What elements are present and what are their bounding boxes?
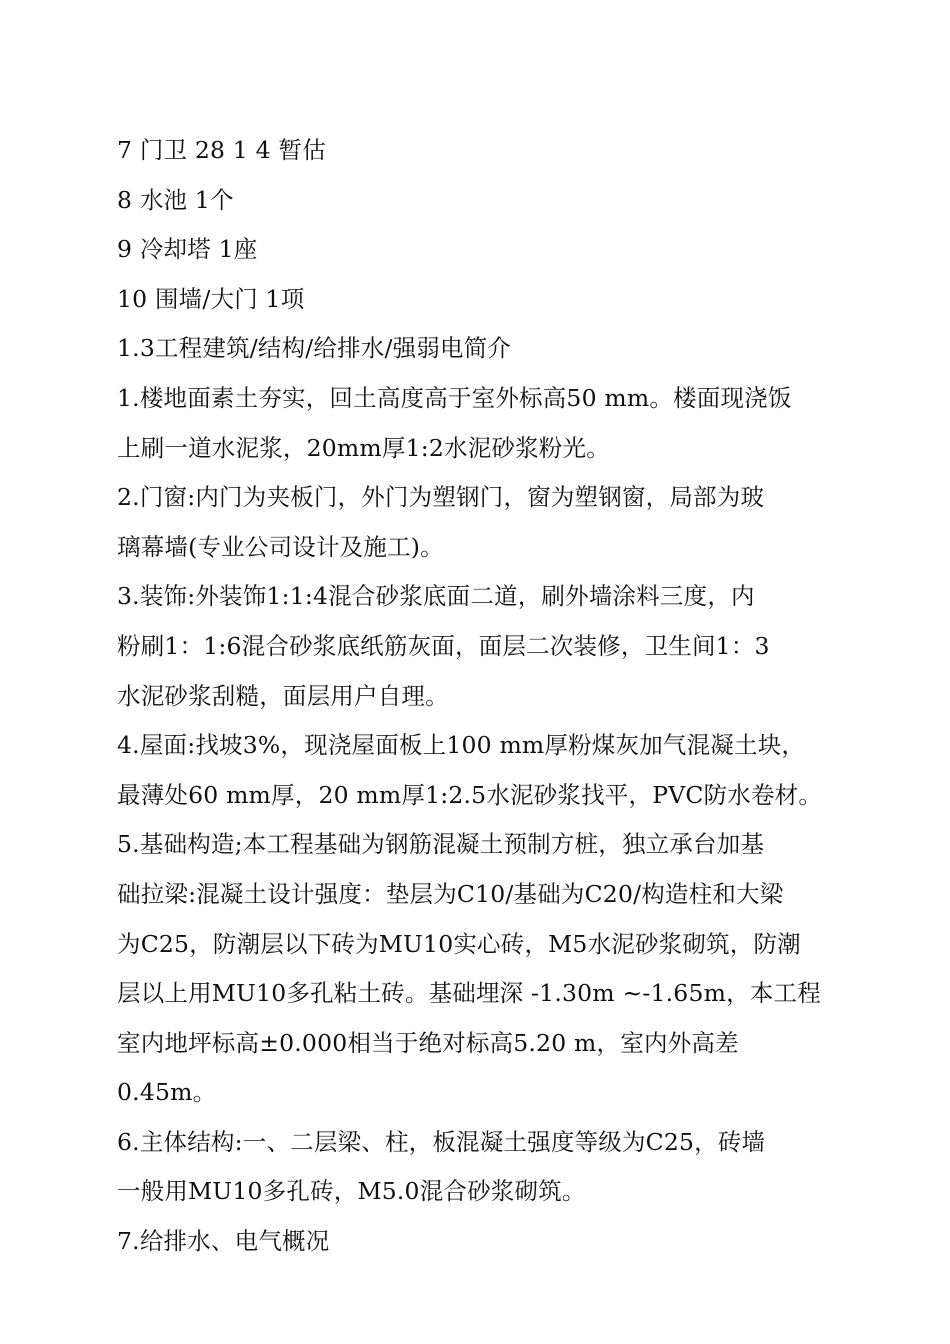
paragraph-main-structure <box>117 1118 837 1217</box>
paragraph-foundation <box>117 820 837 1118</box>
paragraph-line: 粉刷1：1:6混合砂浆底纸筋灰面，面层二次装修，卫生间1：3 <box>117 631 770 660</box>
paragraph-line: 6.主体结构:一、二层梁、柱，板混凝土强度等级为C25，砖墙 <box>117 1127 766 1156</box>
paragraph-roof <box>117 721 837 820</box>
paragraph-line: 0.45m。 <box>117 1078 217 1107</box>
paragraph-line: 璃幕墙(专业公司设计及施工)。 <box>117 532 444 561</box>
paragraph-line: 上刷一道水泥浆，20mm厚1:2水泥砂浆粉光。 <box>117 433 610 462</box>
paragraph-line: 1.楼地面素土夯实，回土高度高于室外标高50 mm。楼面现浇饭 <box>117 383 792 412</box>
paragraph-line: 2.门窗:内门为夹板门，外门为塑钢门，窗为塑钢窗，局部为玻 <box>117 483 765 512</box>
paragraph-decoration <box>117 572 837 721</box>
list-item: 8 水池 1个 <box>117 185 234 214</box>
paragraph-line: 水泥砂浆刮糙，面层用户自理。 <box>117 681 449 710</box>
list-item: 10 围墙/大门 1项 <box>117 284 305 313</box>
paragraph-line: 层以上用MU10多孔粘土砖。基础埋深 -1.30m ~-1.65m，本工程 <box>117 979 821 1008</box>
paragraph-flooring <box>117 374 837 473</box>
list-item: 9 冷却塔 1座 <box>117 235 258 264</box>
final-heading: 7.给排水、电气概况 <box>117 1227 330 1256</box>
paragraph-line: 室内地坪标高±0.000相当于绝对标高5.20 m，室内外高差 <box>117 1028 739 1057</box>
paragraph-line: 础拉梁:混凝土设计强度：垫层为C10/基础为C20/构造柱和大梁 <box>117 879 784 908</box>
document-body <box>117 126 837 1267</box>
paragraph-doors-windows <box>117 473 837 572</box>
paragraph-line: 3.装饰:外装饰1:1:4混合砂浆底面二道，刷外墙涂料三度，内 <box>117 582 755 611</box>
section-heading: 1.3工程建筑/结构/给排水/强弱电简介 <box>117 334 512 363</box>
paragraph-line: 4.屋面:找坡3%，现浇屋面板上100 mm厚粉煤灰加气混凝土块， <box>117 731 806 760</box>
paragraph-line: 5.基础构造;本工程基础为钢筋混凝土预制方桩，独立承台加基 <box>117 830 765 859</box>
list-item: 7 门卫 28 1 4 暂估 <box>117 136 326 164</box>
paragraph-line: 为C25，防潮层以下砖为MU10实心砖，M5水泥砂浆砌筑，防潮 <box>117 929 801 958</box>
paragraph-line: 最薄处60 mm厚，20 mm厚1:2.5水泥砂浆找平，PVC防水卷材。 <box>117 780 823 809</box>
paragraph-line: 一般用MU10多孔砖，M5.0混合砂浆砌筑。 <box>117 1177 586 1206</box>
